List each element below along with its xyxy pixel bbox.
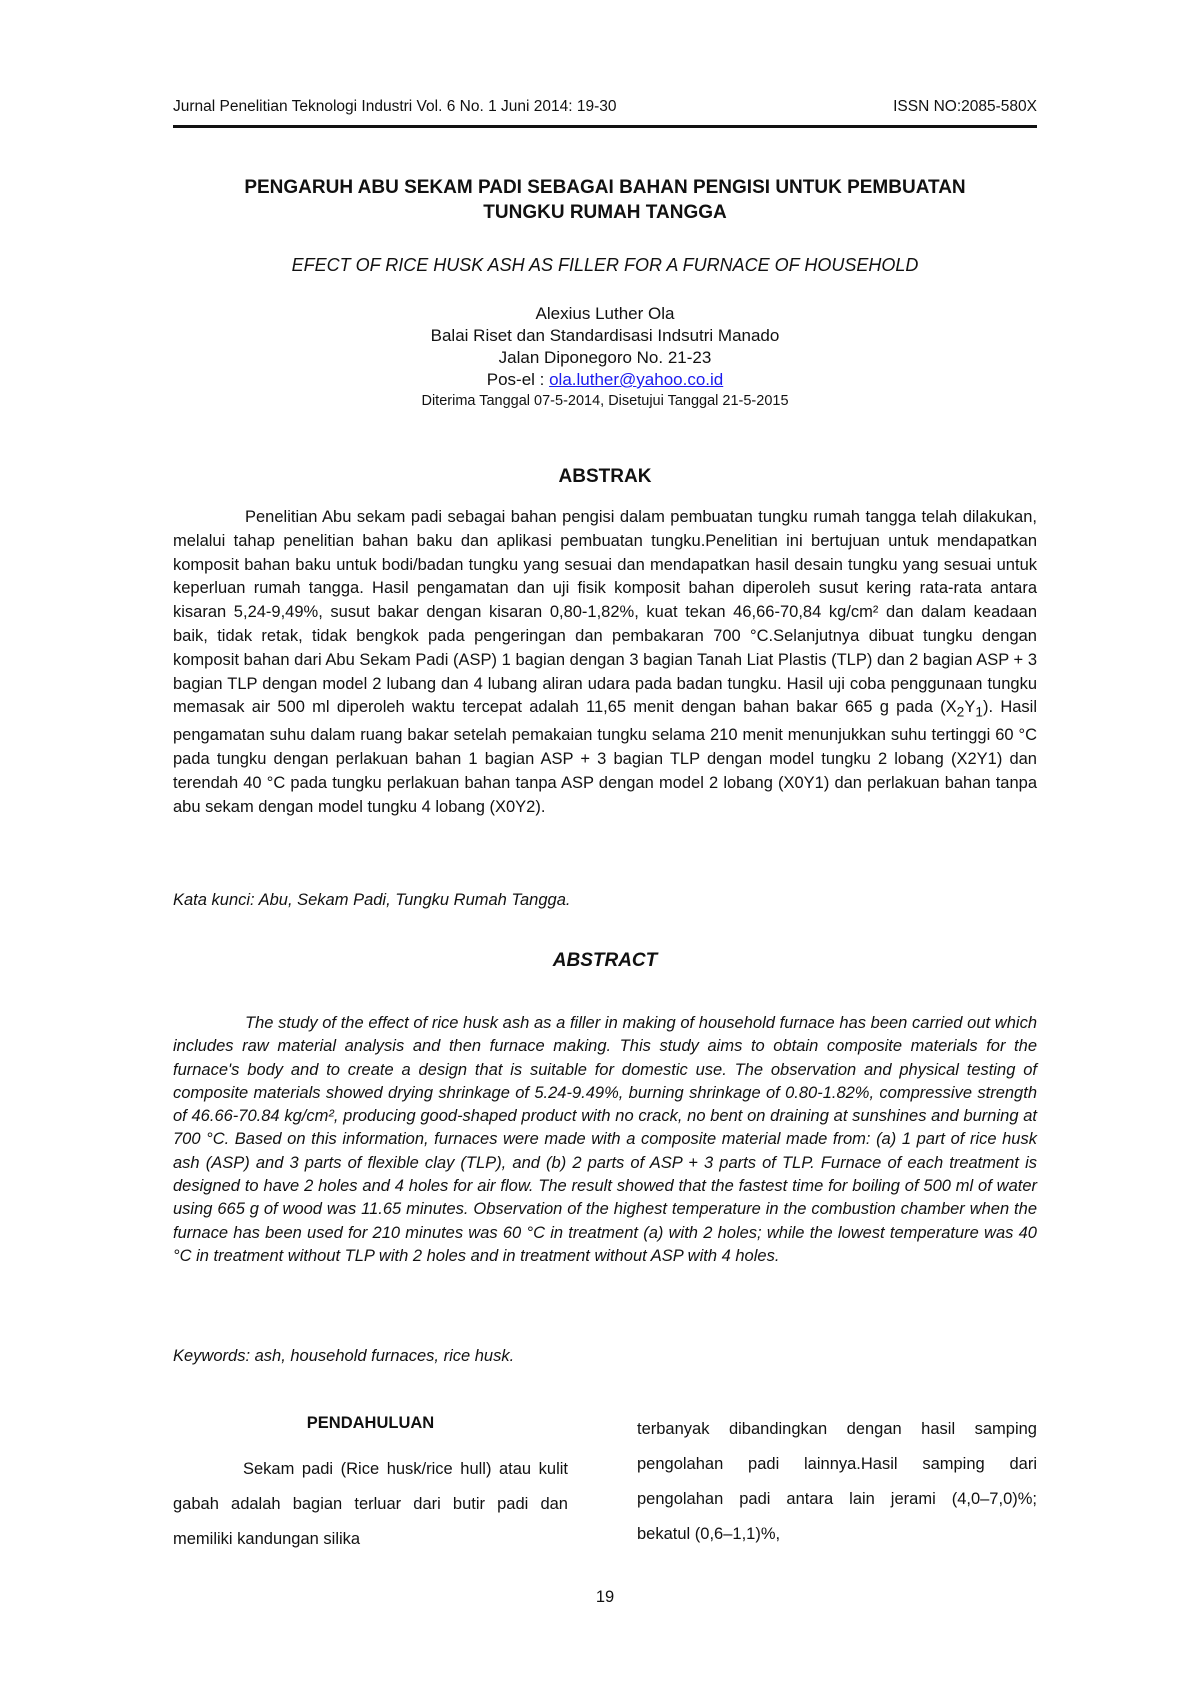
paper-title (173, 175, 1037, 225)
kata-kunci: Kata kunci: Abu, Sekam Padi, Tungku Rumah Tangga. (173, 891, 571, 909)
left-column (173, 1412, 568, 1557)
intro-paragraph-right: terbanyak dibandingkan dengan hasil samping pengolahan padi lainnya.Hasil samping dari pengolahan padi antara lain jerami (4,0–7,0)%; bekatul (0,6–1,1)%, (637, 1420, 1037, 1543)
abstrak-text-1: Penelitian Abu sekam padi sebagai bahan pengisi dalam pembuatan tungku rumah tangga telah dilakukan, melalui tahap penelitian bahan baku dan aplikasi pembuatan tungku.Penelitian ini bertujuan untuk mendapatkan komposit bahan baku untuk bodi/badan tungku yang sesuai dan mendapatkan hasil desain tungku yang sesuai untuk keperluan rumah tangga. Hasil pengamatan dan uji fisik komposit bahan diperoleh susut kering rata-rata antara kisaran 5,24-9,49%, susut bakar dengan kisaran 0,80-1,82%, kuat tekan 46,66-70,84 kg/cm² dan dalam keadaan baik, tidak retak, tidak bengkok pada pengeringan dan pembakaran 700 °C.Selanjutnya dibuat tungku dengan komposit bahan dari Abu Sekam Padi (ASP) 1 bagian dengan 3 bagian Tanah Liat Plastis (TLP) dan 2 bagian ASP + 3 bagian TLP dengan model 2 lubang dan 4 lubang aliran udara pada badan tungku. Hasil uji coba penggunaan tungku memasak air 500 ml diperoleh waktu tercepat adalah 11,65 menit dengan bahan bakar 665 g pada (X (173, 508, 1037, 717)
title-line-2: TUNGKU RUMAH TANGGA (483, 202, 727, 223)
author-email-line (173, 369, 1037, 391)
author-address: Jalan Diponegoro No. 21-23 (498, 348, 712, 367)
issn-number: ISSN NO:2085-580X (893, 98, 1037, 115)
subscript-y: 1 (975, 704, 983, 720)
received-accepted-dates: Diterima Tanggal 07-5-2014, Disetujui Tanggal 21-5-2015 (421, 393, 789, 409)
abstrak-paragraph (173, 506, 1037, 820)
keywords: Keywords: ash, household furnaces, rice husk. (173, 1347, 515, 1365)
email-link[interactable]: ola.luther@yahoo.co.id (549, 370, 724, 389)
journal-citation: Jurnal Penelitian Teknologi Industri Vol. 6 No. 1 Juni 2014: 19-30 (173, 98, 617, 115)
running-header (173, 98, 1037, 122)
email-label: Pos-el : (486, 370, 550, 389)
section-heading-pendahuluan: PENDAHULUAN (306, 1414, 435, 1432)
abstrak-text-3: ). Hasil pengamatan suhu dalam ruang bakar setelah pemakaian tungku selama 210 menit menunjukkan suhu tertinggi 60 °C pada tungku dengan perlakuan bahan 1 bagian ASP + 3 bagian TLP dengan model tungku 2 lobang (X2Y1) dan terendah 40 °C pada tungku perlakuan bahan tanpa ASP dengan model 2 lobang (X0Y1) dan perlakuan bahan tanpa abu sekam dengan model tungku 4 lobang (X0Y2). (173, 698, 1037, 816)
abstract-paragraph: The study of the effect of rice husk ash as a filler in making of household furnace has been carried out which includes raw material analysis and then furnace making. This study aims to obtain composite materials for the furnace's body and to create a design that is suitable for domestic use. The observation and physical testing of composite materials showed drying shrinkage of 5.24-9.49%, burning shrinkage of 0.80-1.82%, compressive strength of 46.66-70.84 kg/cm², producing good-shaped product with no crack, no bent on draining at sunshines and burning at 700 °C. Based on this information, furnaces were made with a composite material made from: (a) 1 part of rice husk ash (ASP) and 3 parts of flexible clay (TLP), and (b) 2 parts of ASP + 3 parts of TLP. Furnace of each treatment is designed to have 2 holes and 4 holes for air flow. The result showed that the fastest time for boiling of 500 ml of water using 665 g of wood was 11.65 minutes. Observation of the highest temperature in the combustion chamber when the furnace has been used for 210 minutes was 60 °C in treatment (a) with 2 holes; while the lowest temperature was 40 °C in treatment without TLP with 2 holes and in treatment without ASP with 4 holes. (173, 1014, 1037, 1265)
abstract-body (173, 1012, 1037, 1268)
page-number: 19 (595, 1588, 615, 1606)
author-block (173, 303, 1037, 411)
subscript-x: 2 (956, 704, 965, 720)
abstract-heading: ABSTRACT (552, 950, 658, 971)
abstrak-heading: ABSTRAK (558, 466, 652, 487)
intro-paragraph-left: Sekam padi (Rice husk/rice hull) atau kulit gabah adalah bagian terluar dari butir padi dan memiliki kandungan silika (173, 1460, 568, 1548)
title-line-1: PENGARUH ABU SEKAM PADI SEBAGAI BAHAN PENGISI UNTUK PEMBUATAN (244, 177, 966, 198)
header-rule (173, 125, 1037, 128)
abstrak-body (173, 506, 1037, 820)
author-institution: Balai Riset dan Standardisasi Indsutri Manado (430, 326, 780, 345)
english-title: EFECT OF RICE HUSK ASH AS FILLER FOR A FURNACE OF HOUSEHOLD (291, 255, 919, 275)
abstrak-text-2: Y (964, 698, 976, 717)
author-name: Alexius Luther Ola (535, 304, 675, 323)
